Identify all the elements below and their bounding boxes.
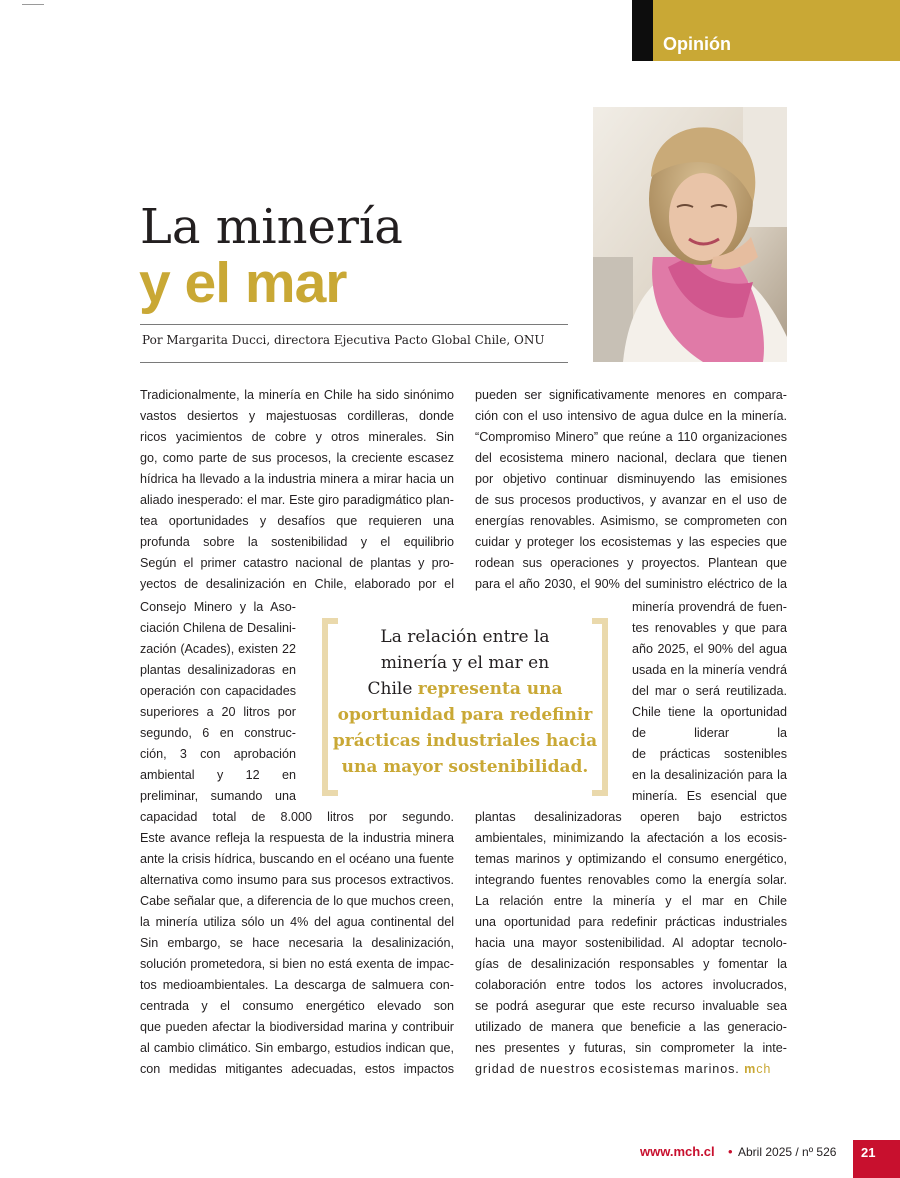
col1-bottom-line: tos medioambientales. La descarga de salmuera con- [140, 978, 454, 992]
col2-bottom-line: hacia una mayor sostenibilidad. Al adoptar tecnolo- [475, 936, 787, 950]
col1-line: ricos yacimientos de cobre y otros minerales. Sin [140, 430, 454, 444]
pull-quote [322, 618, 608, 786]
col2-narrow-line: minería provendrá de fuen- [632, 600, 787, 614]
col2-line: por objetivo continuar disminuyendo las emisiones [475, 472, 787, 486]
article-title-line1: La minería [140, 199, 403, 255]
col2-bottom-line: gías de desalinización responsables y fomentar la [475, 957, 787, 971]
col2-bottom-line: La relación entre la minería y el mar en Chile [475, 894, 787, 908]
end-mark-ch: ch [756, 1062, 772, 1076]
col1-narrow-line: zación (Acades), existen 22 [140, 642, 296, 656]
col1-bottom-line: Sin embargo, se hace necesaria la desalinización, [140, 936, 454, 950]
col1-narrow-line: preliminar, sumando una [140, 789, 296, 803]
col2-narrow-line: de liderar la [632, 726, 787, 740]
col2-narrow-line: año 2025, el 90% del agua [632, 642, 787, 656]
col1-line: profunda sobre la sostenibilidad y el equilibrio [140, 535, 454, 549]
col2-line: de sus procesos productivos, y avanzar en el uso de [475, 493, 787, 507]
end-mark-m: m [744, 1062, 757, 1076]
col2-last-line [475, 1059, 787, 1080]
col2-line: del ecosistema minero nacional, declara que tienen [475, 451, 787, 465]
col2-line: para el año 2030, el 90% del suministro eléctrico de la [475, 577, 787, 591]
byline-rule-top [140, 324, 568, 325]
col1-bottom-line: alternativa como insumo para sus procesos extractivos. [140, 873, 454, 887]
col1-bottom-line: Este avance refleja la respuesta de la industria minera [140, 831, 454, 845]
author-portrait-image [593, 107, 787, 362]
col2-line: “Compromiso Minero” que reúne a 110 organizaciones [475, 430, 787, 444]
col1-bottom-line: solución prometedora, si bien no está exenta de impac- [140, 957, 454, 971]
col1-bottom-line: Cabe señalar que, a diferencia de lo que muchos creen, [140, 894, 454, 908]
last-sentence: gridad de nuestros ecosistemas marinos. [475, 1062, 740, 1076]
quote-highlight: representa una [417, 679, 563, 699]
quote-highlight-line: prácticas industriales hacia [332, 731, 598, 751]
col1-bottom-line: ante la crisis hídrica, buscando en el océano una fuente [140, 852, 454, 866]
quote-line: minería y el mar en [380, 653, 550, 673]
footer-issue: Abril 2025 / nº 526 [738, 1145, 837, 1159]
col1-narrow-line: Consejo Minero y la Aso- [140, 600, 296, 614]
quote-highlight-line: oportunidad para redefinir [337, 705, 593, 725]
col1-bottom-line: al cambio climático. Sin embargo, estudios indican que, [140, 1041, 454, 1055]
section-tab [632, 0, 900, 61]
col2-line: ción con el uso intensivo de agua dulce en la minería. [475, 409, 787, 423]
col2-line: energías renovables. Asimismo, se comprometen con [475, 514, 787, 528]
quote-highlight-line: una mayor sostenibilidad. [341, 757, 589, 777]
col1-narrow-line: segundo, 6 en construc- [140, 726, 296, 740]
author-photo [593, 107, 787, 362]
quote-line: La relación entre la [380, 627, 550, 647]
col1-line: go, como parte de sus procesos, la creciente escasez [140, 451, 454, 465]
byline-rule-bottom [140, 362, 568, 363]
col2-bottom-line: ambientales, minimizando la afectación a los ecosis- [475, 831, 787, 845]
page-number-box [853, 1140, 900, 1178]
col2-narrow-line: de prácticas sostenibles [632, 747, 787, 761]
col2-narrow-line: minería. Es esencial que [632, 789, 787, 803]
section-tab-bar [632, 0, 653, 61]
byline: Por Margarita Ducci, directora Ejecutiva Pacto Global Chile, ONU [142, 333, 545, 347]
col2-bottom-line: nes presentes y futuras, sin comprometer la inte- [475, 1041, 787, 1055]
section-label: Opinión [663, 34, 731, 54]
col2-bottom-line: utilizado de manera que beneficie a las generacio- [475, 1020, 787, 1034]
end-mark [744, 1062, 771, 1076]
col2-bottom-line: integrando fuentes renovables como la energía solar. [475, 873, 787, 887]
col1-line: aliado inesperado: el mar. Este giro paradigmático plan- [140, 493, 454, 507]
col1-narrow-line: ambiental y 12 en [140, 768, 296, 782]
col2-line: pueden ser significativamente menores en compara- [475, 388, 787, 402]
footer-separator: • [728, 1144, 733, 1159]
col2-narrow-line: en la desalinización para la [632, 768, 787, 782]
col2-bottom-line: colaboración entre todos los actores involucrados, [475, 978, 787, 992]
col1-line: tea oportunidades y desafíos que requieren una [140, 514, 454, 528]
col1-line: Según el primer catastro nacional de plantas y pro- [140, 556, 454, 570]
col1-narrow-line: plantas desalinizadoras en [140, 663, 296, 677]
col1-narrow-line: ciación Chilena de Desalini- [140, 621, 296, 635]
col2-bottom-line: se podrá asegurar que este recurso invaluable sea [475, 999, 787, 1013]
col1-bottom-line: con medidas mitigantes adecuadas, estos impactos [140, 1062, 454, 1076]
page-number: 21 [861, 1145, 876, 1160]
col1-line: Tradicionalmente, la minería en Chile ha sido sinónimo [140, 388, 454, 402]
col1-bottom-line: capacidad total de 8.000 litros por segundo. [140, 810, 454, 824]
col2-narrow-line: tes renovables y que para [632, 621, 787, 635]
col1-bottom-line: centrada y el consumo energético elevado son [140, 999, 454, 1013]
col1-line: yectos de desalinización en Chile, elaborado por el [140, 577, 454, 591]
col1-line: vastos desiertos y majestuosas cordilleras, donde [140, 409, 454, 423]
col2-narrow-line: usada en la minería vendrá [632, 663, 787, 677]
article-title-line2: y el mar [139, 251, 347, 315]
col2-line: cuidar y proteger los ecosistemas y las especies que [475, 535, 787, 549]
col1-narrow-line: superiores a 20 litros por [140, 705, 296, 719]
col1-bottom-line: que pueden afectar la biodiversidad marina y contribuir [140, 1020, 454, 1034]
footer-url: www.mch.cl [640, 1144, 715, 1159]
col2-bottom-line: temas marinos y optimizando el consumo energético, [475, 852, 787, 866]
crop-mark [22, 4, 44, 5]
col2-bottom-line: plantas desalinizadoras operen bajo estrictos [475, 810, 787, 824]
col2-line: rodean sus operaciones y proyectos. Plantean que [475, 556, 787, 570]
col2-narrow-line: Chile tiene la oportunidad [632, 705, 787, 719]
col1-line: hídrica ha llevado a la industria minera a mirar hacia un [140, 472, 454, 486]
quote-line [322, 676, 608, 702]
col2-narrow-line: del mar o será reutilizada. [632, 684, 787, 698]
quote-text: Chile [367, 679, 418, 699]
col2-bottom-line: una oportunidad para redefinir prácticas industriales [475, 915, 787, 929]
col1-bottom-line: la minería utiliza sólo un 4% del agua continental del [140, 915, 454, 929]
col1-narrow-line: operación con capacidades [140, 684, 296, 698]
col1-narrow-line: ción, 3 con aprobación [140, 747, 296, 761]
